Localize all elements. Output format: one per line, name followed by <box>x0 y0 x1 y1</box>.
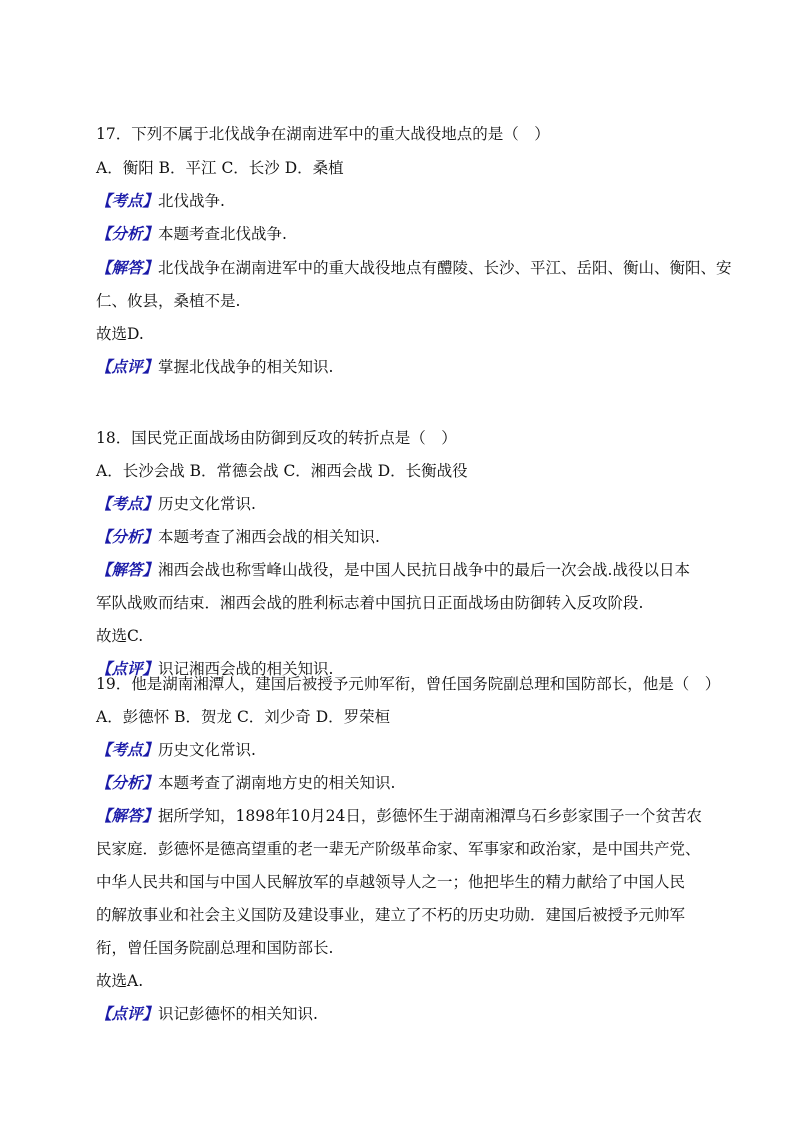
question-stem: 19．他是湖南湘潭人，建国后被授予元帅军衔，曾任国务院副总理和国防部长，他是（ ） <box>96 675 721 693</box>
answer-line: 故选C. <box>96 627 144 645</box>
jieda-line: 湘西会战也称雪峰山战役，是中国人民抗日战争中的最后一次会战.战役以日本 <box>158 561 690 579</box>
dianping-tag: 【点评】 <box>96 1004 159 1023</box>
fenxi-row <box>96 526 380 548</box>
fenxi-text: 本题考查了湖南地方史的相关知识. <box>158 774 396 792</box>
dianping-row <box>96 1003 318 1025</box>
fenxi-row <box>96 223 287 245</box>
kaodian-text: 历史文化常识. <box>158 495 256 513</box>
kaodian-row <box>96 739 256 761</box>
question-options: A．长沙会战 B．常德会战 C．湘西会战 D．长衡战役 <box>96 462 468 480</box>
fenxi-text: 本题考查了湘西会战的相关知识. <box>158 528 380 546</box>
kaodian-text: 历史文化常识. <box>158 741 256 759</box>
kaodian-tag: 【考点】 <box>96 740 159 759</box>
jieda-line: 军队战败而结束．湘西会战的胜利标志着中国抗日正面战场由防御转入反攻阶段. <box>96 594 644 612</box>
jieda-line: 据所学知，1898年10月24日，彭德怀生于湖南湘潭乌石乡彭家围子一个贫苦农 <box>158 807 702 825</box>
dianping-row <box>96 356 333 378</box>
question-stem: 18．国民党正面战场由防御到反攻的转折点是（ ） <box>96 429 457 447</box>
dianping-tag: 【点评】 <box>96 357 159 376</box>
dianping-text: 识记彭德怀的相关知识. <box>158 1005 318 1023</box>
answer-line: 故选D. <box>96 325 144 343</box>
kaodian-row <box>96 493 256 515</box>
fenxi-row <box>96 772 395 794</box>
fenxi-tag: 【分析】 <box>96 527 159 546</box>
jieda-tag: 【解答】 <box>96 560 159 579</box>
jieda-line: 民家庭．彭德怀是德高望重的老一辈无产阶级革命家、军事家和政治家，是中国共产党、 <box>96 840 701 858</box>
dianping-text: 掌握北伐战争的相关知识. <box>158 358 334 376</box>
question-options: A．衡阳 B．平江 C．长沙 D．桑植 <box>96 159 344 177</box>
jieda-row <box>96 805 702 827</box>
dianping-text: 识记湘西会战的相关知识. <box>158 660 334 678</box>
answer-line: 故选A. <box>96 972 144 990</box>
jieda-line: 仁、攸县，桑植不是. <box>96 292 241 310</box>
fenxi-tag: 【分析】 <box>96 773 159 792</box>
kaodian-text: 北伐战争. <box>158 192 225 210</box>
fenxi-text: 本题考查北伐战争. <box>158 225 287 243</box>
jieda-row <box>96 257 732 279</box>
kaodian-tag: 【考点】 <box>96 494 159 513</box>
jieda-line: 的解放事业和社会主义国防及建设事业，建立了不朽的历史功勋．建国后被授予元帅军 <box>96 906 686 924</box>
kaodian-row <box>96 190 225 212</box>
dianping-tag: 【点评】 <box>96 659 159 678</box>
jieda-line: 中华人民共和国与中国人民解放军的卓越领导人之一；他把毕生的精力献给了中国人民 <box>96 873 686 891</box>
jieda-row <box>96 559 690 581</box>
jieda-line: 衔，曾任国务院副总理和国防部长. <box>96 939 334 957</box>
jieda-tag: 【解答】 <box>96 806 159 825</box>
fenxi-tag: 【分析】 <box>96 224 159 243</box>
kaodian-tag: 【考点】 <box>96 191 159 210</box>
question-options: A．彭德怀 B．贺龙 C．刘少奇 D．罗荣桓 <box>96 708 391 726</box>
jieda-line: 北伐战争在湖南进军中的重大战役地点有醴陵、长沙、平江、岳阳、衡山、衡阳、安 <box>158 259 732 277</box>
question-stem: 17．下列不属于北伐战争在湖南进军中的重大战役地点的是（ ） <box>96 125 550 143</box>
jieda-tag: 【解答】 <box>96 258 159 277</box>
